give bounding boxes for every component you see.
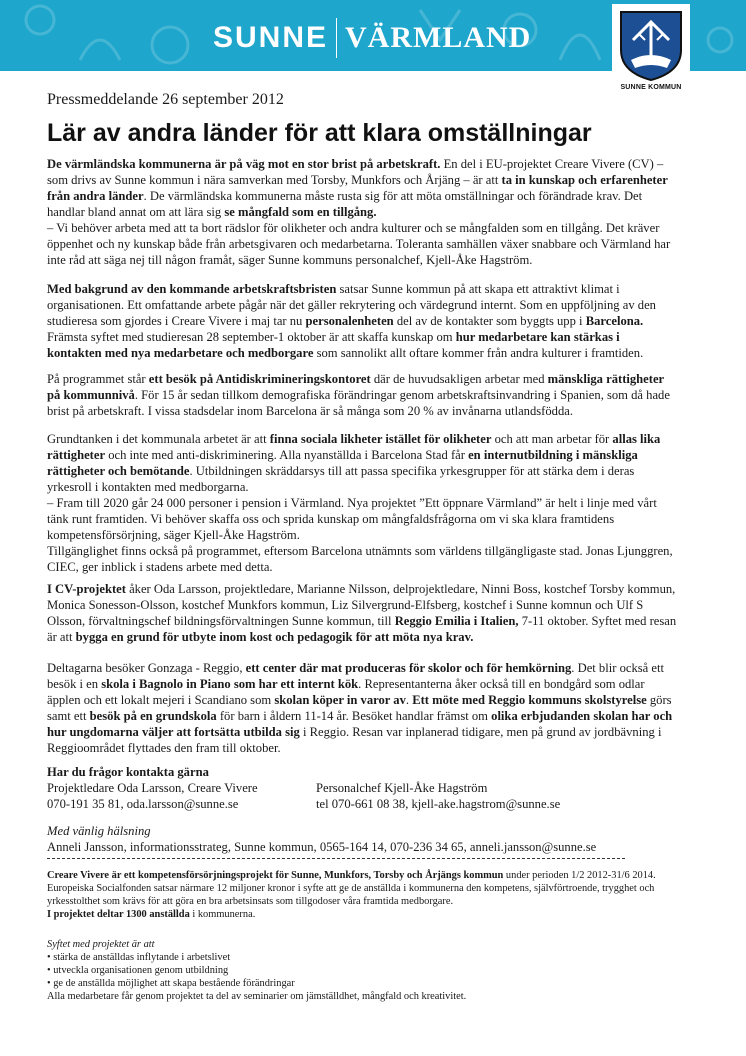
brand-sunne: SUNNE [213,21,329,54]
contact-left-name: Projektledare Oda Larsson, Creare Vivere [47,781,258,795]
contact-right-name: Personalchef Kjell-Åke Hagström [316,781,488,795]
aim-item: • ge de anställda möjlighet att skapa bestående förändringar [47,978,295,989]
greeting: Med vänlig hälsning [47,824,151,838]
contact-project-leader [47,780,258,812]
headline: Lär av andra länder för att klara omställningar [47,119,592,147]
coat-of-arms-icon [619,10,683,82]
aim-item: • stärka de anställdas inflytande i arbetslivet [47,952,231,963]
crest-label: SUNNE KOMMUN [620,84,682,91]
aim-item: • utveckla organisationen genom utbildning [47,965,229,976]
municipality-crest [612,4,690,96]
paragraph-6: Deltagarna besöker Gonzaga - Reggio, ett center där mat produceras för skolor och för hemkörning. Det blir också ett besök i en skola i Bagnolo in Piano som har ett internt kök. Representanterna åker också till en bondgård som odlar äpplen och ett lokalt mejeri i Scandiano som skolan köper in varor av. Ett möte med Reggio kommuns skolstyrelse görs samt ett besök på en grundskola för barn i åldern 11-14 år. Besöket handlar främst om olika erbjudanden skolan har och hur ungdomarna väljer att fortsätta utbilda sig i Reggio. Resan var inplanerad tidigare, men på grund av jordbävning i Reggioområdet flyttades den fram till oktober. [47,661,673,755]
paragraph-4: Grundtanken i det kommunala arbetet är att finna sociala likheter istället för olikheter och att man arbetar för allas lika rättigheter och inte med anti-diskriminering. Alla nyanställda i Barcelona Stad får en internutbildning i mänskliga rättigheter och bemötande. Utbildningen skräddarsys till att passa specifika yrkesgrupper för att stärka dem i deras yrkesroll i kontakten med medborgarna. – Fram till 2020 går 24 000 personer i pension i Värmland. Nya projektet ”Ett öppnare Värmland” är helt i linje med vårt tänk runt framtiden. Vi behöver skaffa oss och sprida kunskap om mångfaldsfrågorna om vi ska klara framtidens kompetensförsörjning, säger Kjell-Åke Hagström. Tillgänglighet finns också på programmet, eftersom Barcelona utnämnts som världens tillgängligaste stad. Jonas Ljunggren, CIEC, ger inblick i stadens arbete med detta. [47,432,673,574]
project-info: Creare Vivere är ett kompetensförsörjningsprojekt för Sunne, Munkfors, Torsby och Årjängs kommun under perioden 1/2 2012-31/6 2014. Europeiska Socialfonden satsar närmare 12 miljoner kronor i syfte att ge de anställda i kommunerna den kompetens, självförtroende, trygghet och yrkesstolthet som krävs för att göra en bra arbetsinsats som tillgodoser våra framtida medborgare. I projektet deltar 1300 anställda i kommunerna. [47,870,656,920]
contact-heading: Har du frågor kontakta gärna [47,765,209,779]
paragraph-2: Med bakgrund av den kommande arbetskraftsbristen satsar Sunne kommun på att skapa ett attraktivt klimat i organisationen. Ett omfattande arbete pågår när det gäller rekrytering och värdegrund internt. Som en uppföljning av den studieresa som gjordes i Creare Vivere i maj tar nu personalenheten del av de kontakter som byggts upp i Barcelona. Främsta syftet med studieresan 28 september-1 oktober är att skaffa kunskap om hur medarbetare kan stärkas i kontakten med nya medarbetare och medborgare som sannolikt allt oftare kommer från andra kulturer i framtiden. [47,282,656,360]
closing-block [47,823,596,855]
signature: Anneli Jansson, informationsstrateg, Sunne kommun, 0565-164 14, 070-236 34 65, anneli.jansson@sunne.se [47,840,597,854]
contact-hr-manager [316,780,560,812]
contact-right-details: tel 070-661 08 38, kjell-ake.hagstrom@sunne.se [316,797,561,811]
brand-logo [213,18,531,58]
brand-divider [336,18,337,58]
project-aims [47,938,677,1003]
press-release-date: Pressmeddelande 26 september 2012 [47,91,284,108]
dashed-divider [47,858,625,859]
brand-varmland: VÄRMLAND [345,21,532,54]
aims-heading: Syftet med projektet är att [47,939,155,950]
contact-left-details: 070-191 35 81, oda.larsson@sunne.se [47,797,239,811]
paragraph-1: De värmländska kommunerna är på väg mot en stor brist på arbetskraft. En del i EU-projektet Creare Vivere (CV) – som drivs av Sunne kommun i nära samverkan med Torsby, Munkfors och Årjäng – är att ta in kunskap och erfarenheter från andra länder. De värmländska kommunerna måste rusta sig för att möta omställningar och förändrade krav. Det handlar bland annat om att lära sig se mångfald som en tillgång. – Vi behöver arbeta med att ta bort rädslor för olikheter och andra kulturer och se mångfalden som en tillgång. Det kräver öppenhet och ny kunskap både från arbetsgivaren och medarbetarna. Toleranta samhällen växer snabbare och Värmland har inte råd att säga nej till någon framåt, säger Sunne kommuns personalchef, Kjell-Åke Hagström. [47,157,671,267]
paragraph-3: På programmet står ett besök på Antidiskrimineringskontoret där de huvudsakligen arbetar med mänskliga rättigheter på kommunnivå. För 15 år sedan tillkom demografiska förändringar genom arbetskraftsinvandring i Spanien, som då hade brist på arbetskraft. I vissa stadsdelar inom Barcelona är så många som 20 % av invånarna utlandsfödda. [47,372,670,418]
aims-closing: Alla medarbetare får genom projektet ta del av seminarier om jämställdhet, mångfald och kreativitet. [47,991,467,1002]
paragraph-5: I CV-projektet åker Oda Larsson, projektledare, Marianne Nilsson, delprojektledare, Ninni Boss, kostchef Torsby kommun, Monica Sonesson-Olsson, kostchef Munkfors kommun, Liz Silvergrund-Elfsberg, kostchef i Sunne komnun och Ulf S Olsson, förvaltningschef bildningsförvaltningen Sunne kommun, till Reggio Emilia i Italien, 7-11 oktober. Syftet med resan är att bygga en grund för utbyte inom kost och pedagogik för att möta nya krav. [47,582,677,644]
